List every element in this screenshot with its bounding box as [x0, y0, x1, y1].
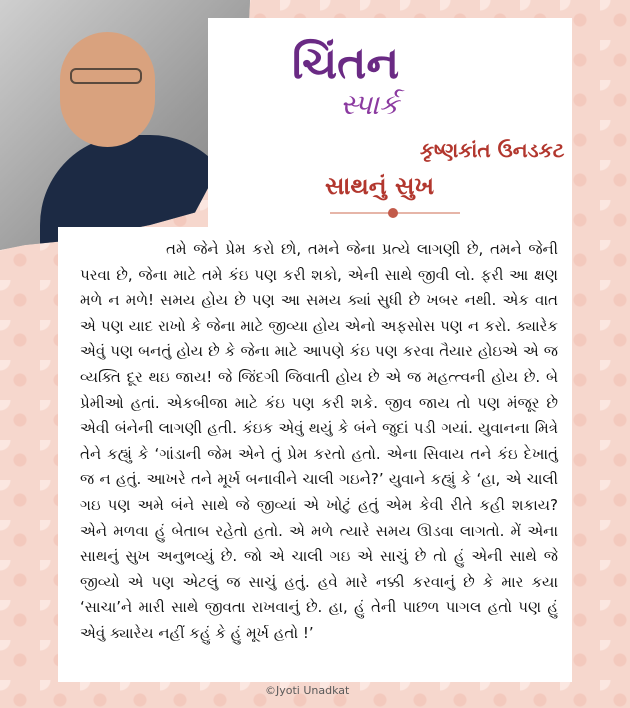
title-divider	[330, 212, 460, 214]
article-title: સાથનું સુખ	[325, 172, 435, 200]
article-text: તમે જેને પ્રેમ કરો છો, તમને જેના પ્રત્યે લાગણી છે, તમને જેની પરવા છે, જેના માટે તમે કંઇ પણ કરી શકો, એની સાથે જીવી લો. ફરી આ ક્ષણ મળે ન મળે! સમય હોય છે પણ આ સમય ક્યાં સુધી છે ખબર નથી. એક વાત એ પણ યાદ રાખો કે જેના માટે જીવ્યા હોય એનો અફસોસ પણ ન કરો. ક્યારેક એવું પણ બનતું હોય છે કે જેના માટે આપણે કંઇ પણ કરવા તૈયાર હોઇએ એ જ વ્યક્તિ દૂર થઇ જાય! જે જિંદગી જિવાતી હોય છે એ જ મહત્ત્વની હોય છે. બે પ્રેમીઓ હતાં. એકબીજા માટે કંઇ પણ કરી શકે. જીવ જાય તો પણ મંજૂર છે એવી બંનેની લાગણી હતી. કંઇક એવું થયું કે બંને જુદાં પડી ગયાં. યુવાનના મિત્રે તેને કહ્યું કે ‘ગાંડાની જેમ એને તું પ્રેમ કરતો હતો. એના સિવાય તને કંઇ દેખાતું જ ન હતું. આખરે તને મૂર્ખ બનાવીને ચાલી ગઇનેે?’ યુવાને કહ્યું કે ‘હા, એ ચાલી ગઇ પણ અમે બંને સાથે જે જીવ્યાં એ ખોટું હતું એમ કેવી રીતે કહી શકાય? એને મળવા હું બેતાબ રહેતો હતો. એ મળે ત્યારે સમય ઊડવા લાગતો. મેં એના સાથનું સુખ અનુભવ્યું છે. જો એ ચાલી ગઇ એ સાચું છે તો હું એની સાથે જે જીવ્યો એ પણ એટલું જ સાચું હતું. હવે મારે નક્કી કરવાનું છે કે માર કયા ‘સાચા’ને મારી સાથે જીવતા રાખવાનું છે. હા, હું તેની પાછળ પાગલ હતો પણ હું એવું ક્યારેય નહીં કહું કે હું મૂર્ખ હતો !’	[80, 240, 558, 642]
photo-credit: ©Jyoti Unadkat	[265, 684, 350, 697]
brand-title: ચિંતન	[292, 38, 400, 89]
author-name: કૃષ્ણકાંત ઉનડકટ	[420, 138, 565, 162]
article-body	[80, 237, 558, 647]
brand-subtitle: સ્પાર્ક	[340, 88, 399, 121]
article-panel	[58, 227, 572, 682]
